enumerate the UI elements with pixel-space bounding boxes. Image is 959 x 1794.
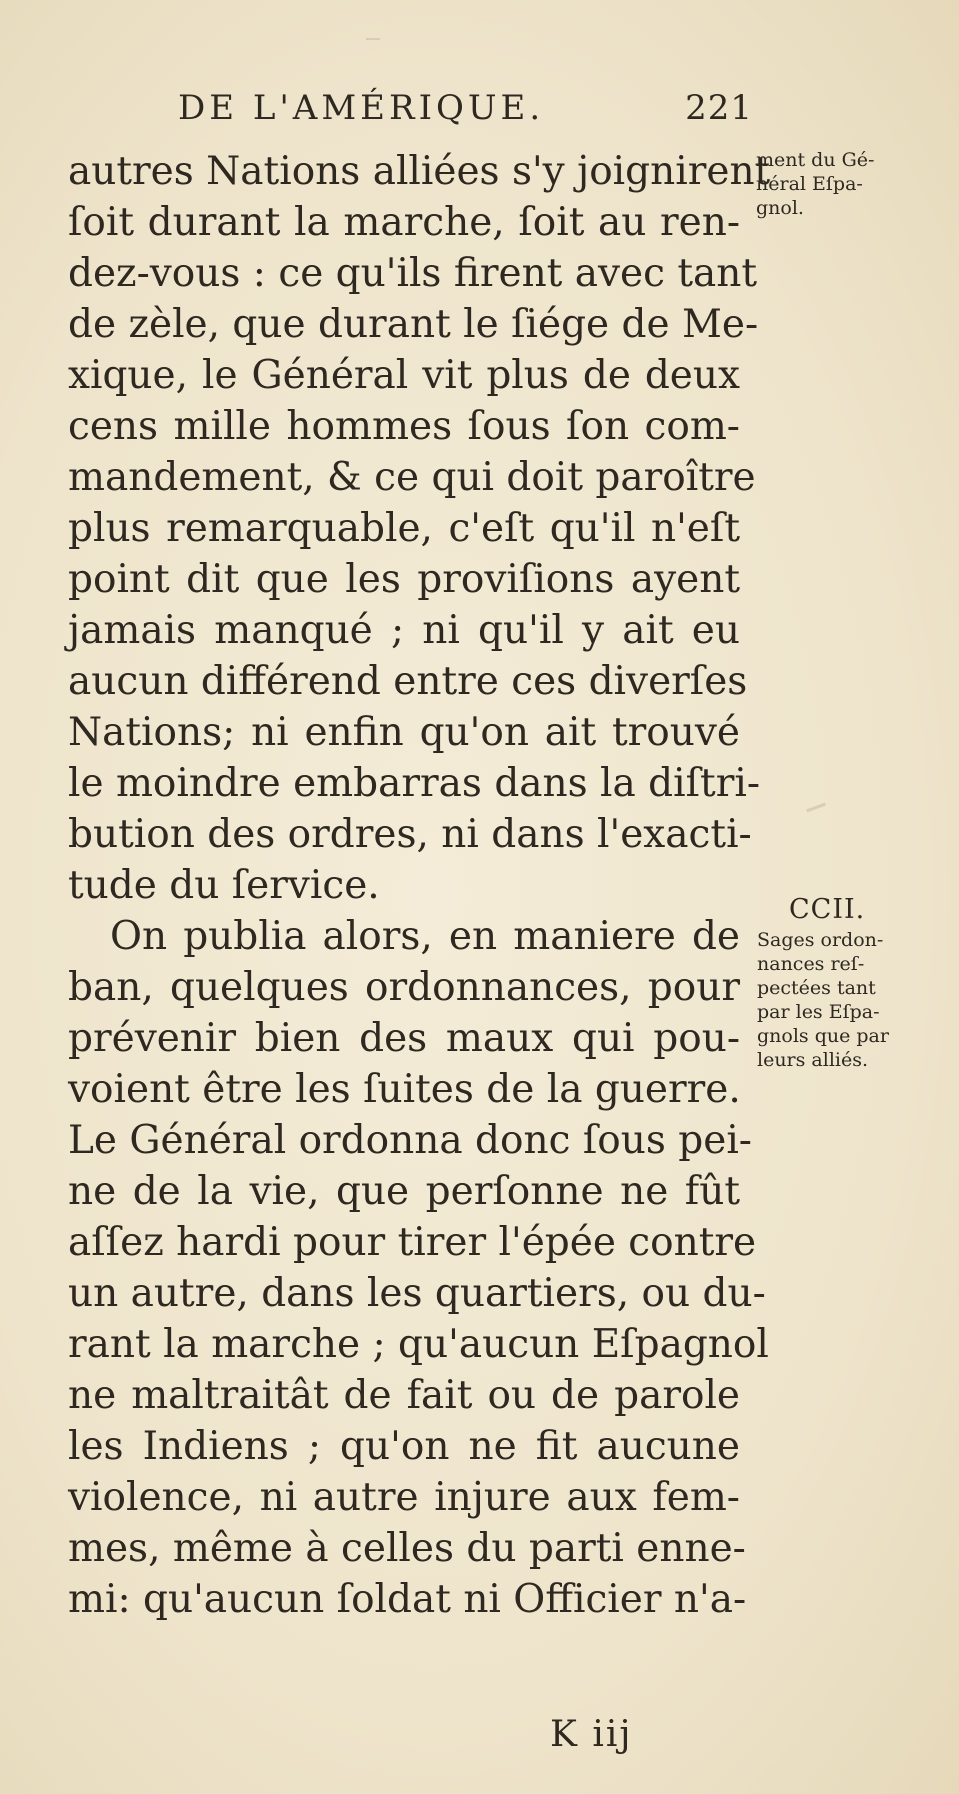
text-line: mes, même à celles du parti enne-: [68, 1526, 746, 1571]
margin-note-line: néral Eſpa-: [756, 173, 863, 195]
text-line: aſſez hardi pour tirer l'épée contre: [68, 1220, 757, 1265]
paper-stain: [366, 38, 380, 40]
margin-note-line: ment du Gé-: [756, 149, 875, 171]
margin-note-line: nances reſ-: [757, 953, 865, 975]
main-text: [68, 146, 771, 1625]
text-line: point dit que les proviſions ayent: [68, 557, 740, 602]
text-line: ne maltraitât de fait ou de parole: [68, 1373, 740, 1418]
text-line: les Indiens ; qu'on ne fit aucune: [68, 1424, 740, 1469]
text-line: violence, ni autre injure aux fem-: [68, 1475, 740, 1520]
margin-note-line: leurs alliés.: [757, 1049, 869, 1071]
text-line: autres Nations alliées s'y joignirent: [68, 149, 771, 194]
margin-note-line: pectées tant: [757, 977, 876, 999]
text-line: cens mille hommes ſous ſon com-: [68, 404, 740, 449]
text-line: le moindre embarras dans la diſtri-: [68, 761, 761, 806]
text-line: tude du ſervice.: [68, 863, 380, 908]
text-line: Nations; ni enfin qu'on ait trouvé: [68, 710, 740, 755]
margin-note: [757, 894, 889, 1072]
text-line: ban, quelques ordonnances, pour: [68, 965, 740, 1010]
paper-stain: [806, 803, 826, 813]
signature-mark: K iij: [550, 1714, 633, 1755]
text-line: On publia alors, en maniere de: [110, 914, 740, 959]
text-line: dez-vous : ce qu'ils firent avec tant: [68, 251, 758, 296]
text-line: mi: qu'aucun ſoldat ni Officier n'a-: [68, 1577, 747, 1622]
margin-note-line: par les Eſpa-: [757, 1001, 880, 1023]
margin-note-line: Sages ordon-: [757, 929, 884, 951]
text-line: Le Général ordonna donc ſous pei-: [68, 1118, 752, 1163]
text-line: bution des ordres, ni dans l'exacti-: [68, 812, 752, 857]
page-number: 221: [685, 88, 753, 128]
text-line: jamais manqué ; ni qu'il y ait eu: [68, 608, 740, 653]
text-line: xique, le Général vit plus de deux: [68, 353, 740, 398]
text-line: ne de la vie, que perſonne ne fût: [68, 1169, 740, 1214]
margin-note-line: gnol.: [756, 197, 804, 219]
text-line: ſoit durant la marche, ſoit au ren-: [68, 200, 740, 245]
text-line: voient être les ſuites de la guerre.: [68, 1067, 741, 1112]
margin-note-line: gnols que par: [757, 1025, 889, 1047]
text-line: rant la marche ; qu'aucun Eſpagnol: [68, 1322, 769, 1367]
text-line: aucun différend entre ces diverſes: [68, 659, 748, 704]
running-title: DE L'AMÉRIQUE.: [178, 88, 545, 128]
section-number: CCII.: [789, 894, 866, 925]
text-line: un autre, dans les quartiers, ou du-: [68, 1271, 766, 1316]
running-header: [178, 88, 753, 128]
text-line: mandement, & ce qui doit paroître: [68, 455, 756, 500]
text-line: plus remarquable, c'eſt qu'il n'eſt: [68, 506, 740, 551]
text-line: prévenir bien des maux qui pou-: [68, 1016, 740, 1061]
margin-note: [756, 148, 874, 220]
text-line: de zèle, que durant le ſiége de Me-: [68, 302, 759, 347]
